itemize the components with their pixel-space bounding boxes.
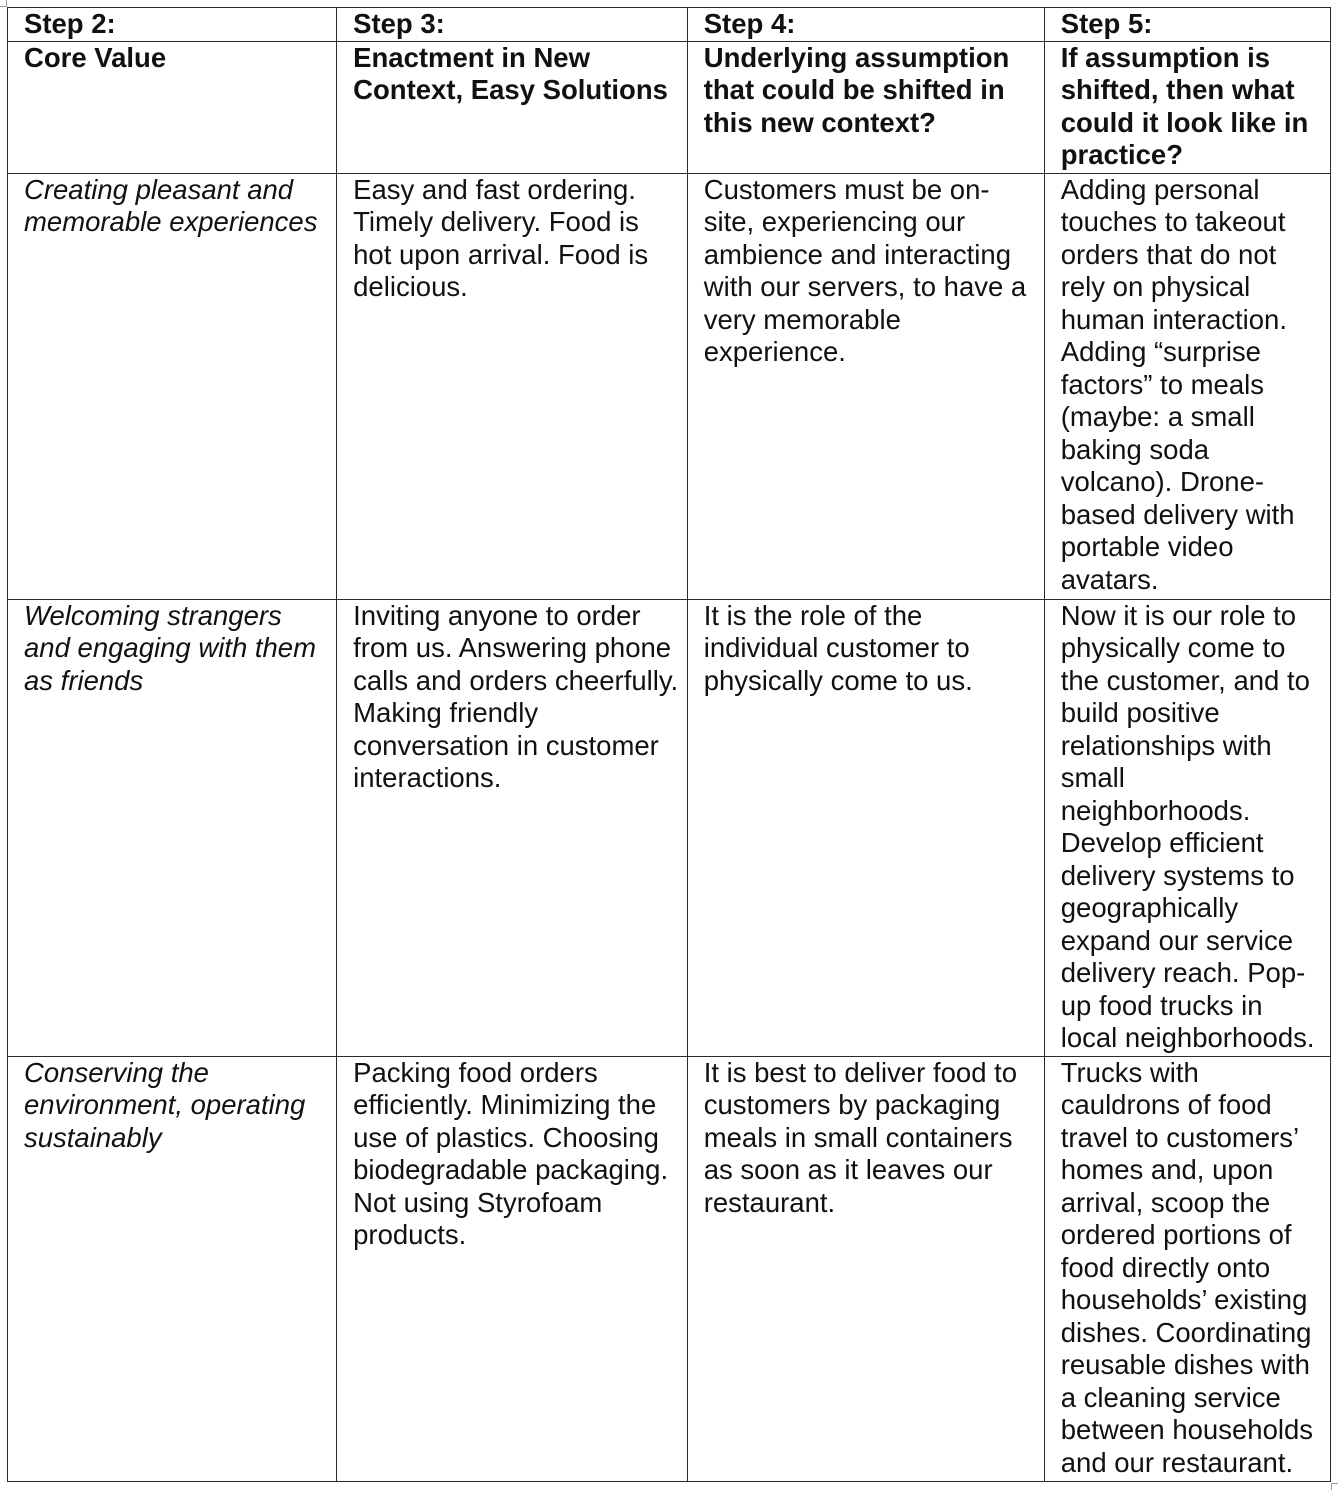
enactment-cell: Inviting anyone to order from us. Answering phone calls and orders cheerfully. Making friendly conversation in customer interactions. [337,599,688,1056]
table-row [8,173,1331,599]
step-label-cell: Step 3: [337,8,688,42]
corner-crop-mark-top-left [0,0,7,7]
corner-crop-mark-bottom-right [1331,1483,1338,1490]
table-row [8,599,1331,1056]
header-assumption: Underlying assumption that could be shifted in this new context? [687,41,1044,173]
values-assumptions-table [7,7,1331,1482]
header-enactment: Enactment in New Context, Easy Solutions [337,41,688,173]
header-practice: If assumption is shifted, then what could it look like in practice? [1044,41,1330,173]
enactment-cell: Packing food orders efficiently. Minimizing the use of plastics. Choosing biodegradable packaging. Not using Styrofoam products. [337,1056,688,1481]
step-label-cell: Step 4: [687,8,1044,42]
practice-cell: Adding personal touches to takeout orders that do not rely on physical human interaction. Adding “surprise factors” to meals (maybe: a small baking soda volcano). Drone-based delivery with portable video avatars. [1044,173,1330,599]
step-label-cell: Step 2: [8,8,337,42]
table-row [8,1056,1331,1481]
assumption-cell: Customers must be on-site, experiencing our ambience and interacting with our servers, to have a very memorable experience. [687,173,1044,599]
enactment-cell: Easy and fast ordering. Timely delivery. Food is hot upon arrival. Food is delicious. [337,173,688,599]
step-number-row [8,8,1331,42]
practice-cell: Now it is our role to physically come to the customer, and to build positive relationships with small neighborhoods. Develop efficient delivery systems to geographically expand our service delivery reach. Pop-up food trucks in local neighborhoods. [1044,599,1330,1056]
header-core-value: Core Value [8,41,337,173]
core-value-cell: Creating pleasant and memorable experiences [8,173,337,599]
column-header-row [8,41,1331,173]
assumption-cell: It is best to deliver food to customers by packaging meals in small containers as soon as it leaves our restaurant. [687,1056,1044,1481]
assumption-cell: It is the role of the individual customer to physically come to us. [687,599,1044,1056]
core-value-cell: Conserving the environment, operating sustainably [8,1056,337,1481]
core-value-cell: Welcoming strangers and engaging with them as friends [8,599,337,1056]
step-label-cell: Step 5: [1044,8,1330,42]
practice-cell: Trucks with cauldrons of food travel to customers’ homes and, upon arrival, scoop the ordered portions of food directly onto households’ existing dishes. Coordinating reusable dishes with a cleaning service between households and our restaurant. [1044,1056,1330,1481]
